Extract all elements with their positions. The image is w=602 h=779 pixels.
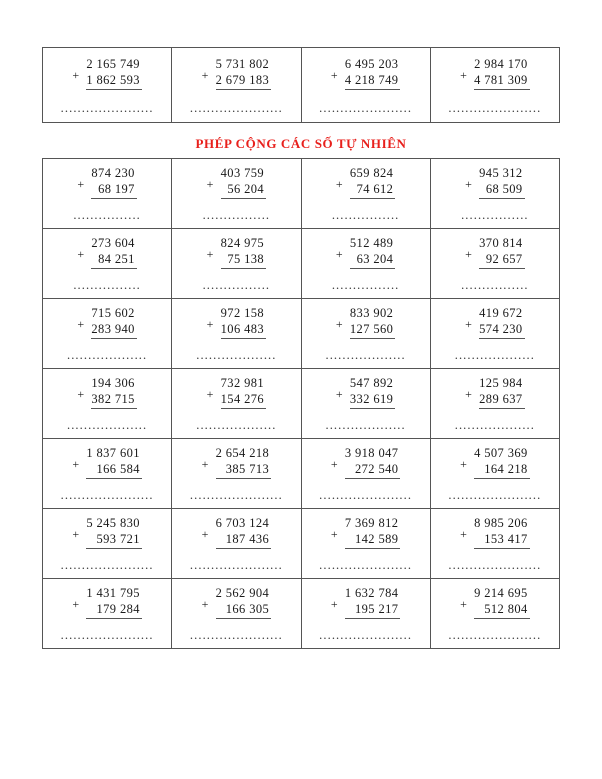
- exercise-cell: [172, 159, 301, 229]
- addition-problem: [431, 579, 559, 648]
- plus-operator: +: [77, 247, 85, 261]
- sum-rule-line: [86, 548, 142, 549]
- first-addend: 194 306: [91, 376, 135, 390]
- plus-operator: +: [72, 68, 80, 82]
- sum-block: [460, 585, 530, 619]
- sum-block: [336, 375, 395, 409]
- second-addend: 68 197: [98, 182, 135, 196]
- second-addend: 2 679 183: [215, 73, 270, 87]
- second-addend: 4 218 749: [344, 73, 399, 87]
- plus-operator: +: [206, 387, 214, 401]
- first-addend: 4 507 369: [474, 446, 528, 460]
- addition-problem: [302, 299, 430, 368]
- plus-operator: +: [201, 597, 209, 611]
- exercise-cell: [301, 369, 430, 439]
- exercise-cell: [172, 439, 301, 509]
- answer-blank[interactable]: ......................: [319, 488, 413, 502]
- sum-block: [336, 165, 395, 199]
- first-addend: 370 814: [479, 236, 523, 250]
- sum-rule-line: [474, 618, 530, 619]
- first-addend: 125 984: [479, 376, 523, 390]
- answer-blank[interactable]: ......................: [319, 628, 413, 642]
- sum-rule-line: [479, 408, 524, 409]
- addition-problem: [302, 229, 430, 298]
- sum-rule-line: [91, 268, 136, 269]
- sum-rule-line: [479, 268, 524, 269]
- answer-blank[interactable]: ...................: [66, 348, 148, 362]
- second-addend: 166 584: [96, 462, 140, 476]
- exercise-cell: [43, 369, 172, 439]
- second-addend: 332 619: [349, 392, 394, 406]
- main-table-body: [43, 159, 560, 649]
- sum-rule-line: [479, 198, 524, 199]
- sum-rule-line: [221, 268, 266, 269]
- addition-problem: [302, 509, 430, 578]
- plus-operator: +: [206, 317, 214, 331]
- sum-block: [465, 375, 524, 409]
- exercise-cell: [430, 229, 559, 299]
- second-addend: 75 138: [227, 252, 265, 266]
- sum-block: [460, 56, 530, 90]
- answer-blank[interactable]: ................: [331, 278, 400, 292]
- plus-operator: +: [330, 527, 338, 541]
- sum-block: [207, 375, 266, 409]
- plus-operator: +: [330, 597, 338, 611]
- exercise-cell: [430, 159, 559, 229]
- sum-block: [336, 235, 395, 269]
- first-addend: 419 672: [479, 306, 523, 320]
- exercise-cell: [430, 48, 559, 123]
- sum-block: [202, 445, 272, 479]
- addition-problem: [431, 48, 559, 122]
- answer-blank[interactable]: ......................: [448, 558, 542, 572]
- first-addend: 833 902: [349, 306, 394, 320]
- first-addend: 6 703 124: [215, 516, 270, 530]
- addition-problem: [43, 299, 171, 368]
- page-title: PHÉP CỘNG CÁC SỐ TỰ NHIÊN: [195, 136, 407, 151]
- first-addend: 2 562 904: [215, 586, 270, 600]
- sum-block: [72, 445, 142, 479]
- sum-rule-line: [216, 548, 272, 549]
- exercise-cell: [43, 229, 172, 299]
- answer-blank[interactable]: ................: [73, 278, 141, 292]
- plus-operator: +: [460, 457, 467, 471]
- sum-rule-line: [350, 408, 395, 409]
- plus-operator: +: [335, 387, 343, 401]
- exercise-cell: [43, 509, 172, 579]
- first-addend: 547 892: [349, 376, 394, 390]
- first-addend: 273 604: [91, 236, 135, 250]
- second-addend: 179 284: [96, 602, 140, 616]
- sum-rule-line: [345, 548, 401, 549]
- exercise-cell: [43, 159, 172, 229]
- first-addend: 3 918 047: [344, 446, 399, 460]
- top-table-body: [43, 48, 560, 123]
- sum-block: [465, 305, 524, 339]
- second-addend: 68 509: [485, 182, 523, 196]
- plus-operator: +: [77, 177, 85, 191]
- first-addend: 972 158: [220, 306, 265, 320]
- first-addend: 9 214 695: [474, 586, 528, 600]
- second-addend: 154 276: [220, 392, 265, 406]
- addition-problem: [43, 439, 171, 508]
- sum-block: [460, 445, 530, 479]
- answer-blank[interactable]: ...................: [325, 348, 406, 362]
- sum-rule-line: [479, 338, 524, 339]
- second-addend: 512 804: [484, 602, 528, 616]
- answer-blank[interactable]: ................: [461, 278, 529, 292]
- first-addend: 945 312: [479, 166, 523, 180]
- second-addend: 106 483: [220, 322, 265, 336]
- plus-operator: +: [201, 457, 209, 471]
- sum-rule-line: [345, 89, 401, 90]
- addition-problem: [43, 579, 171, 648]
- sum-rule-line: [91, 408, 136, 409]
- addition-problem: [43, 369, 171, 438]
- sum-block: [207, 165, 266, 199]
- first-addend: 659 824: [349, 166, 394, 180]
- plus-operator: +: [201, 68, 209, 82]
- first-addend: 5 245 830: [86, 516, 140, 530]
- sum-rule-line: [474, 89, 530, 90]
- first-addend: 732 981: [220, 376, 265, 390]
- exercise-cell: [43, 48, 172, 123]
- second-addend: 153 417: [484, 532, 528, 546]
- plus-operator: +: [465, 317, 472, 331]
- table-row: [43, 369, 560, 439]
- sum-rule-line: [345, 478, 401, 479]
- addition-problem: [302, 369, 430, 438]
- second-addend: 187 436: [225, 532, 270, 546]
- sum-rule-line: [221, 198, 266, 199]
- second-addend: 195 217: [354, 602, 399, 616]
- answer-blank[interactable]: ................: [461, 208, 529, 222]
- plus-operator: +: [72, 597, 80, 611]
- second-addend: 283 940: [91, 322, 135, 336]
- plus-operator: +: [72, 527, 80, 541]
- second-addend: 92 657: [485, 252, 523, 266]
- second-addend: 63 204: [356, 252, 394, 266]
- first-addend: 5 731 802: [215, 57, 270, 71]
- plus-operator: +: [330, 68, 338, 82]
- plus-operator: +: [330, 457, 338, 471]
- answer-blank[interactable]: ................: [202, 278, 271, 292]
- second-addend: 272 540: [354, 462, 399, 476]
- top-exercise-table: [42, 47, 560, 123]
- first-addend: 2 984 170: [474, 57, 528, 71]
- exercise-cell: [301, 299, 430, 369]
- table-row: [43, 509, 560, 579]
- sum-block: [72, 56, 142, 90]
- answer-blank[interactable]: ...................: [325, 418, 406, 432]
- answer-blank[interactable]: ......................: [448, 101, 542, 115]
- answer-blank[interactable]: ...................: [66, 418, 148, 432]
- second-addend: 593 721: [96, 532, 140, 546]
- plus-operator: +: [77, 387, 85, 401]
- exercise-cell: [301, 48, 430, 123]
- answer-blank[interactable]: ......................: [60, 558, 154, 572]
- exercise-cell: [172, 229, 301, 299]
- sum-block: [77, 375, 136, 409]
- addition-problem: [172, 579, 300, 648]
- first-addend: 403 759: [220, 166, 265, 180]
- answer-blank[interactable]: ......................: [189, 628, 283, 642]
- second-addend: 289 637: [479, 392, 523, 406]
- sum-block: [77, 165, 136, 199]
- exercise-cell: [172, 509, 301, 579]
- exercise-cell: [301, 439, 430, 509]
- first-addend: 1 431 795: [86, 586, 140, 600]
- answer-blank[interactable]: ...................: [196, 348, 277, 362]
- exercise-cell: [172, 579, 301, 649]
- second-addend: 142 589: [354, 532, 399, 546]
- main-exercise-table: [42, 158, 560, 649]
- addition-problem: [302, 48, 430, 122]
- plus-operator: +: [335, 317, 343, 331]
- first-addend: 6 495 203: [344, 57, 399, 71]
- second-addend: 1 862 593: [86, 73, 140, 87]
- first-addend: 874 230: [91, 166, 135, 180]
- exercise-cell: [172, 369, 301, 439]
- exercise-cell: [430, 439, 559, 509]
- answer-blank[interactable]: ......................: [60, 628, 154, 642]
- exercise-cell: [301, 579, 430, 649]
- table-row: [43, 299, 560, 369]
- sum-block: [202, 585, 272, 619]
- table-row: [43, 229, 560, 299]
- answer-blank[interactable]: ......................: [189, 101, 283, 115]
- answer-blank[interactable]: ......................: [189, 488, 283, 502]
- addition-problem: [43, 229, 171, 298]
- plus-operator: +: [465, 387, 472, 401]
- sum-block: [72, 585, 142, 619]
- sum-block: [72, 515, 142, 549]
- first-addend: 512 489: [349, 236, 394, 250]
- second-addend: 166 305: [225, 602, 270, 616]
- first-addend: 8 985 206: [474, 516, 528, 530]
- answer-blank[interactable]: ......................: [60, 488, 154, 502]
- table-row: [43, 48, 560, 123]
- sum-block: [202, 56, 272, 90]
- addition-problem: [172, 509, 300, 578]
- first-addend: 7 369 812: [344, 516, 399, 530]
- addition-problem: [302, 439, 430, 508]
- plus-operator: +: [206, 177, 214, 191]
- table-row: [43, 579, 560, 649]
- sum-rule-line: [91, 338, 136, 339]
- answer-blank[interactable]: ................: [73, 208, 141, 222]
- sum-rule-line: [86, 618, 142, 619]
- sum-rule-line: [345, 618, 401, 619]
- sum-rule-line: [86, 478, 142, 479]
- addition-problem: [172, 439, 300, 508]
- addition-problem: [431, 439, 559, 508]
- answer-blank[interactable]: ......................: [448, 488, 542, 502]
- addition-problem: [431, 509, 559, 578]
- sum-rule-line: [216, 618, 272, 619]
- exercise-cell: [430, 509, 559, 579]
- plus-operator: +: [465, 247, 472, 261]
- second-addend: 4 781 309: [474, 73, 528, 87]
- addition-problem: [172, 159, 300, 228]
- plus-operator: +: [460, 597, 467, 611]
- exercise-cell: [172, 299, 301, 369]
- addition-problem: [43, 509, 171, 578]
- sum-rule-line: [86, 89, 142, 90]
- second-addend: 127 560: [349, 322, 394, 336]
- addition-problem: [172, 299, 300, 368]
- plus-operator: +: [201, 527, 209, 541]
- plus-operator: +: [72, 457, 80, 471]
- first-addend: 1 837 601: [86, 446, 140, 460]
- first-addend: 1 632 784: [344, 586, 399, 600]
- addition-problem: [431, 299, 559, 368]
- plus-operator: +: [460, 527, 467, 541]
- plus-operator: +: [460, 68, 467, 82]
- exercise-cell: [301, 229, 430, 299]
- plus-operator: +: [335, 177, 343, 191]
- sum-block: [336, 305, 395, 339]
- addition-problem: [431, 229, 559, 298]
- table-row: [43, 439, 560, 509]
- sum-block: [460, 515, 530, 549]
- sum-block: [331, 56, 401, 90]
- addition-problem: [302, 159, 430, 228]
- exercise-cell: [43, 299, 172, 369]
- sum-block: [465, 235, 524, 269]
- exercise-cell: [43, 579, 172, 649]
- answer-blank[interactable]: ......................: [189, 558, 283, 572]
- sum-block: [77, 305, 136, 339]
- second-addend: 574 230: [479, 322, 523, 336]
- sum-rule-line: [350, 268, 395, 269]
- plus-operator: +: [335, 247, 343, 261]
- answer-blank[interactable]: ......................: [448, 628, 542, 642]
- second-addend: 385 713: [225, 462, 270, 476]
- sum-rule-line: [216, 89, 272, 90]
- addition-problem: [172, 229, 300, 298]
- sum-rule-line: [474, 478, 530, 479]
- sum-rule-line: [91, 198, 136, 199]
- answer-blank[interactable]: ...................: [454, 348, 536, 362]
- answer-blank[interactable]: ......................: [319, 101, 413, 115]
- first-addend: 715 602: [91, 306, 135, 320]
- second-addend: 84 251: [98, 252, 135, 266]
- exercise-cell: [301, 509, 430, 579]
- second-addend: 56 204: [227, 182, 265, 196]
- sum-rule-line: [221, 408, 266, 409]
- plus-operator: +: [206, 247, 214, 261]
- exercise-cell: [430, 579, 559, 649]
- addition-problem: [43, 48, 171, 122]
- sum-rule-line: [474, 548, 530, 549]
- answer-blank[interactable]: ...................: [196, 418, 277, 432]
- second-addend: 74 612: [356, 182, 394, 196]
- sum-block: [202, 515, 272, 549]
- answer-blank[interactable]: ................: [202, 208, 271, 222]
- plus-operator: +: [77, 317, 85, 331]
- answer-blank[interactable]: ................: [331, 208, 400, 222]
- answer-blank[interactable]: ......................: [319, 558, 413, 572]
- plus-operator: +: [465, 177, 472, 191]
- sum-rule-line: [221, 338, 266, 339]
- sum-block: [207, 235, 266, 269]
- addition-problem: [431, 369, 559, 438]
- addition-problem: [43, 159, 171, 228]
- addition-problem: [172, 369, 300, 438]
- sum-block: [331, 445, 401, 479]
- sum-block: [331, 585, 401, 619]
- exercise-cell: [172, 48, 301, 123]
- addition-problem: [431, 159, 559, 228]
- sum-block: [77, 235, 136, 269]
- sum-rule-line: [350, 338, 395, 339]
- sum-block: [465, 165, 524, 199]
- first-addend: 824 975: [220, 236, 265, 250]
- second-addend: 164 218: [484, 462, 528, 476]
- exercise-cell: [301, 159, 430, 229]
- sum-rule-line: [216, 478, 272, 479]
- addition-problem: [172, 48, 300, 122]
- exercise-cell: [430, 369, 559, 439]
- sum-rule-line: [350, 198, 395, 199]
- sum-block: [331, 515, 401, 549]
- first-addend: 2 654 218: [215, 446, 270, 460]
- exercise-cell: [43, 439, 172, 509]
- answer-blank[interactable]: ......................: [60, 101, 154, 115]
- answer-blank[interactable]: ...................: [454, 418, 536, 432]
- table-row: [43, 159, 560, 229]
- sum-block: [207, 305, 266, 339]
- first-addend: 2 165 749: [86, 57, 140, 71]
- exercise-cell: [430, 299, 559, 369]
- addition-problem: [302, 579, 430, 648]
- second-addend: 382 715: [91, 392, 135, 406]
